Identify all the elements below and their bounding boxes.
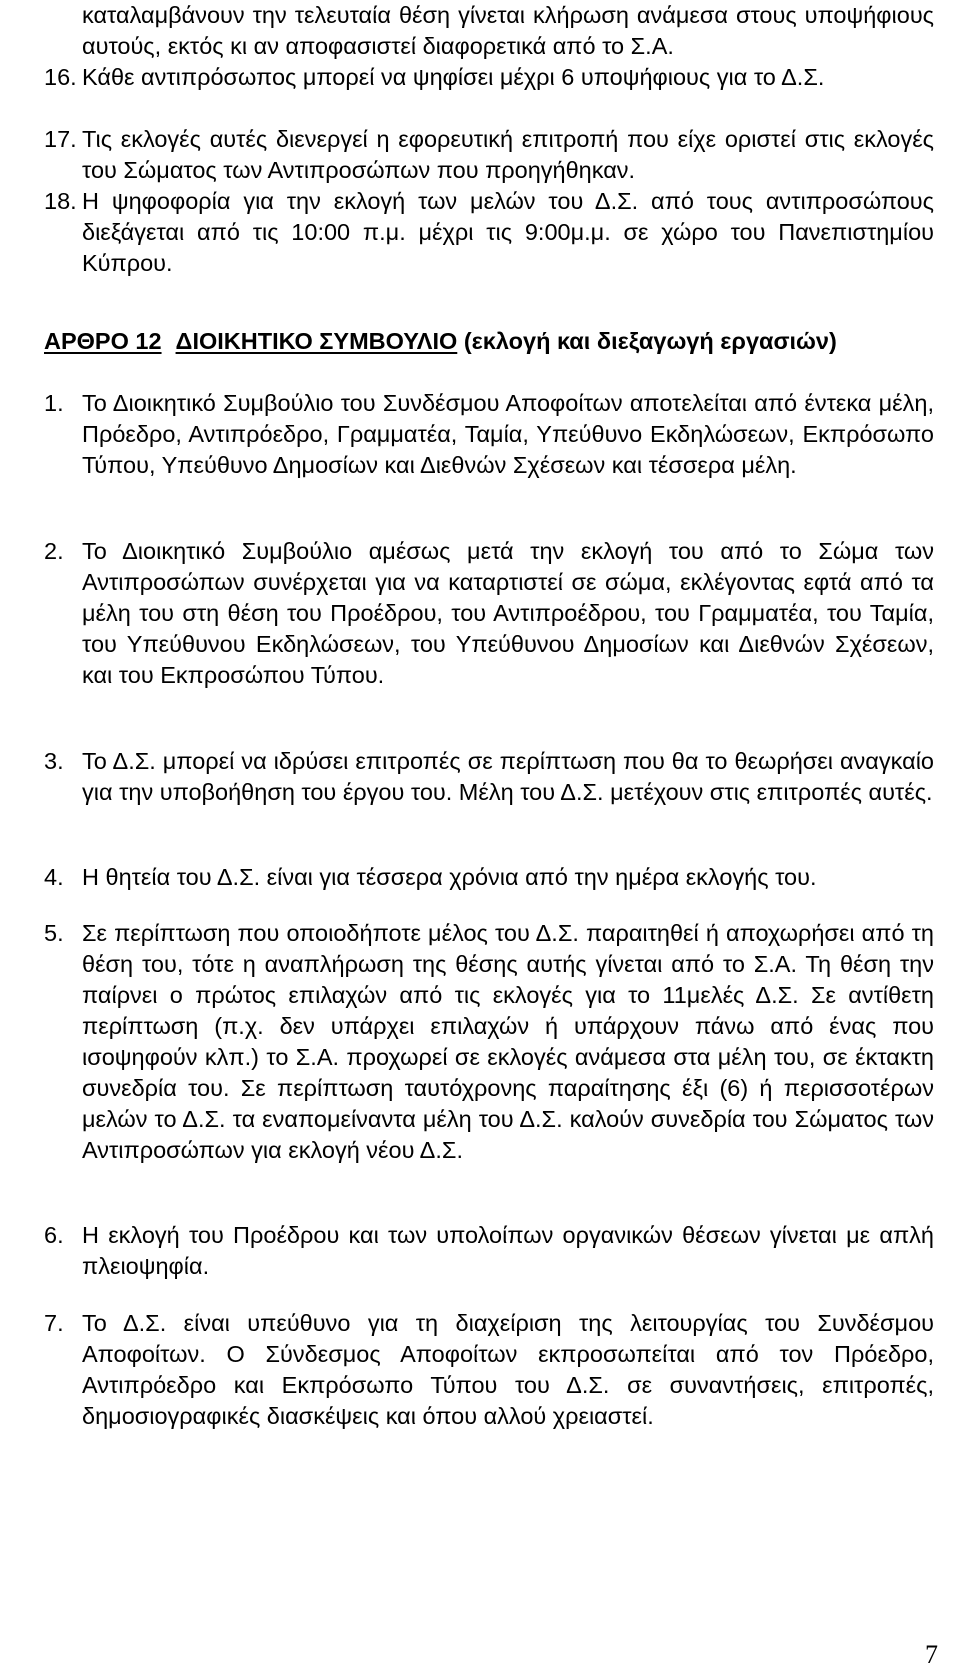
- clause-text: Το Δ.Σ. είναι υπεύθυνο για τη διαχείριση της λειτουργίας του Συνδέσμου Αποφοίτων. Ο Σύνδεσμος Αποφοίτων εκπροσωπείται από τον Πρόεδρο, Αντιπρόεδρο και Εκπρόσωπο Τύπου του Δ.Σ. σε συναντήσεις, επιτροπές, δημοσιογραφικές διασκέψεις και όπου αλλού χρειαστεί.: [82, 1310, 934, 1429]
- clause-4: [44, 862, 934, 893]
- item-number: 16.: [44, 64, 77, 90]
- clause-text: Το Δ.Σ. μπορεί να ιδρύσει επιτροπές σε περίπτωση που θα το θεωρήσει αναγκαίο για την υποβοήθηση του έργου του. Μέλη του Δ.Σ. μετέχουν στις επιτροπές αυτές.: [82, 748, 934, 805]
- clause-text: Το Διοικητικό Συμβούλιο του Συνδέσμου Αποφοίτων αποτελείται από έντεκα μέλη, Πρόεδρο, Αντιπρόεδρο, Γραμματέα, Ταμία, Υπεύθυνο Εκδηλώσεων, Εκπρόσωπο Τύπου, Υπεύθυνο Δημοσίων και Διεθνών Σχέσεων και τέσσερα μέλη.: [82, 390, 934, 478]
- clause-number: 2.: [44, 538, 64, 564]
- clause-7: [44, 1308, 934, 1432]
- article-label: ΑΡΘΡΟ 12: [44, 328, 162, 354]
- clause-number: 4.: [44, 864, 64, 890]
- clause-number: 3.: [44, 748, 64, 774]
- article-subtitle: (εκλογή και διεξαγωγή εργασιών): [463, 328, 837, 354]
- list-item-16: [44, 62, 934, 93]
- continuation-paragraph: [82, 0, 934, 62]
- item-number: 18.: [44, 188, 77, 214]
- article-title: ΔΙΟΙΚΗΤΙΚΟ ΣΥΜΒΟΥΛΙΟ: [175, 328, 458, 354]
- clause-3: [44, 746, 934, 808]
- page-number: 7: [925, 1640, 938, 1669]
- clause-6: [44, 1220, 934, 1282]
- clause-text: Η εκλογή του Προέδρου και των υπολοίπων οργανικών θέσεων γίνεται με απλή πλειοψηφία.: [82, 1222, 934, 1279]
- clause-number: 6.: [44, 1222, 64, 1248]
- list-item-18: [44, 186, 934, 279]
- clause-number: 1.: [44, 390, 64, 416]
- item-text: Η ψηφοφορία για την εκλογή των μελών του Δ.Σ. από τους αντιπροσώπους διεξάγεται από τις 10:00 π.μ. μέχρι τις 9:00μ.μ. σε χώρο του Πανεπιστημίου Κύπρου.: [82, 188, 934, 276]
- paragraph-text: καταλαμβάνουν την τελευταία θέση γίνεται κλήρωση ανάμεσα στους υποψήφιους αυτούς, εκτός κι αν αποφασιστεί διαφορετικά από το Σ.Α.: [82, 2, 934, 59]
- clause-1: [44, 388, 934, 481]
- clause-number: 7.: [44, 1310, 64, 1336]
- item-number: 17.: [44, 126, 77, 152]
- item-text: Τις εκλογές αυτές διενεργεί η εφορευτική επιτροπή που είχε οριστεί στις εκλογές του Σώματος των Αντιπροσώπων που προηγήθηκαν.: [82, 126, 934, 183]
- clause-number: 5.: [44, 920, 64, 946]
- list-item-17: [44, 124, 934, 186]
- article-heading: [44, 326, 934, 357]
- clause-text: Σε περίπτωση που οποιοδήποτε μέλος του Δ.Σ. παραιτηθεί ή αποχωρήσει από τη θέση του, τότε η αναπλήρωση της θέσης αυτής γίνεται από το Σ.Α. Τη θέση την παίρνει ο πρώτος επιλαχών από τις εκλογές για το 11μελές Δ.Σ. Σε αντίθετη περίπτωση (π.χ. δεν υπάρχει επιλαχών ή υπάρχουν πάνω από ένας που ισοψηφούν κλπ.) το Σ.Α. προχωρεί σε εκλογές ανάμεσα στα μέλη του, σε έκτακτη συνεδρία του. Σε περίπτωση ταυτόχρονης παραίτησης έξι (6) ή περισσοτέρων μελών το Δ.Σ. τα εναπομείναντα μέλη του Δ.Σ. καλούν συνεδρία του Σώματος των Αντιπροσώπων για εκλογή νέου Δ.Σ.: [82, 920, 934, 1163]
- item-text: Κάθε αντιπρόσωπος μπορεί να ψηφίσει μέχρι 6 υποψήφιους για το Δ.Σ.: [82, 64, 825, 90]
- clause-5: [44, 918, 934, 1166]
- clause-2: [44, 536, 934, 691]
- clause-text: Η θητεία του Δ.Σ. είναι για τέσσερα χρόνια από την ημέρα εκλογής του.: [82, 864, 817, 890]
- clause-text: Το Διοικητικό Συμβούλιο αμέσως μετά την εκλογή του από το Σώμα των Αντιπροσώπων συνέρχεται για να καταρτιστεί σε σώμα, εκλέγοντας εφτά από τα μέλη του στη θέση του Προέδρου, του Αντιπροέδρου, του Γραμματέα, του Ταμία, του Υπεύθυνου Εκδηλώσεων, του Υπεύθυνου Δημοσίων και Διεθνών Σχέσεων, και του Εκπροσώπου Τύπου.: [82, 538, 934, 688]
